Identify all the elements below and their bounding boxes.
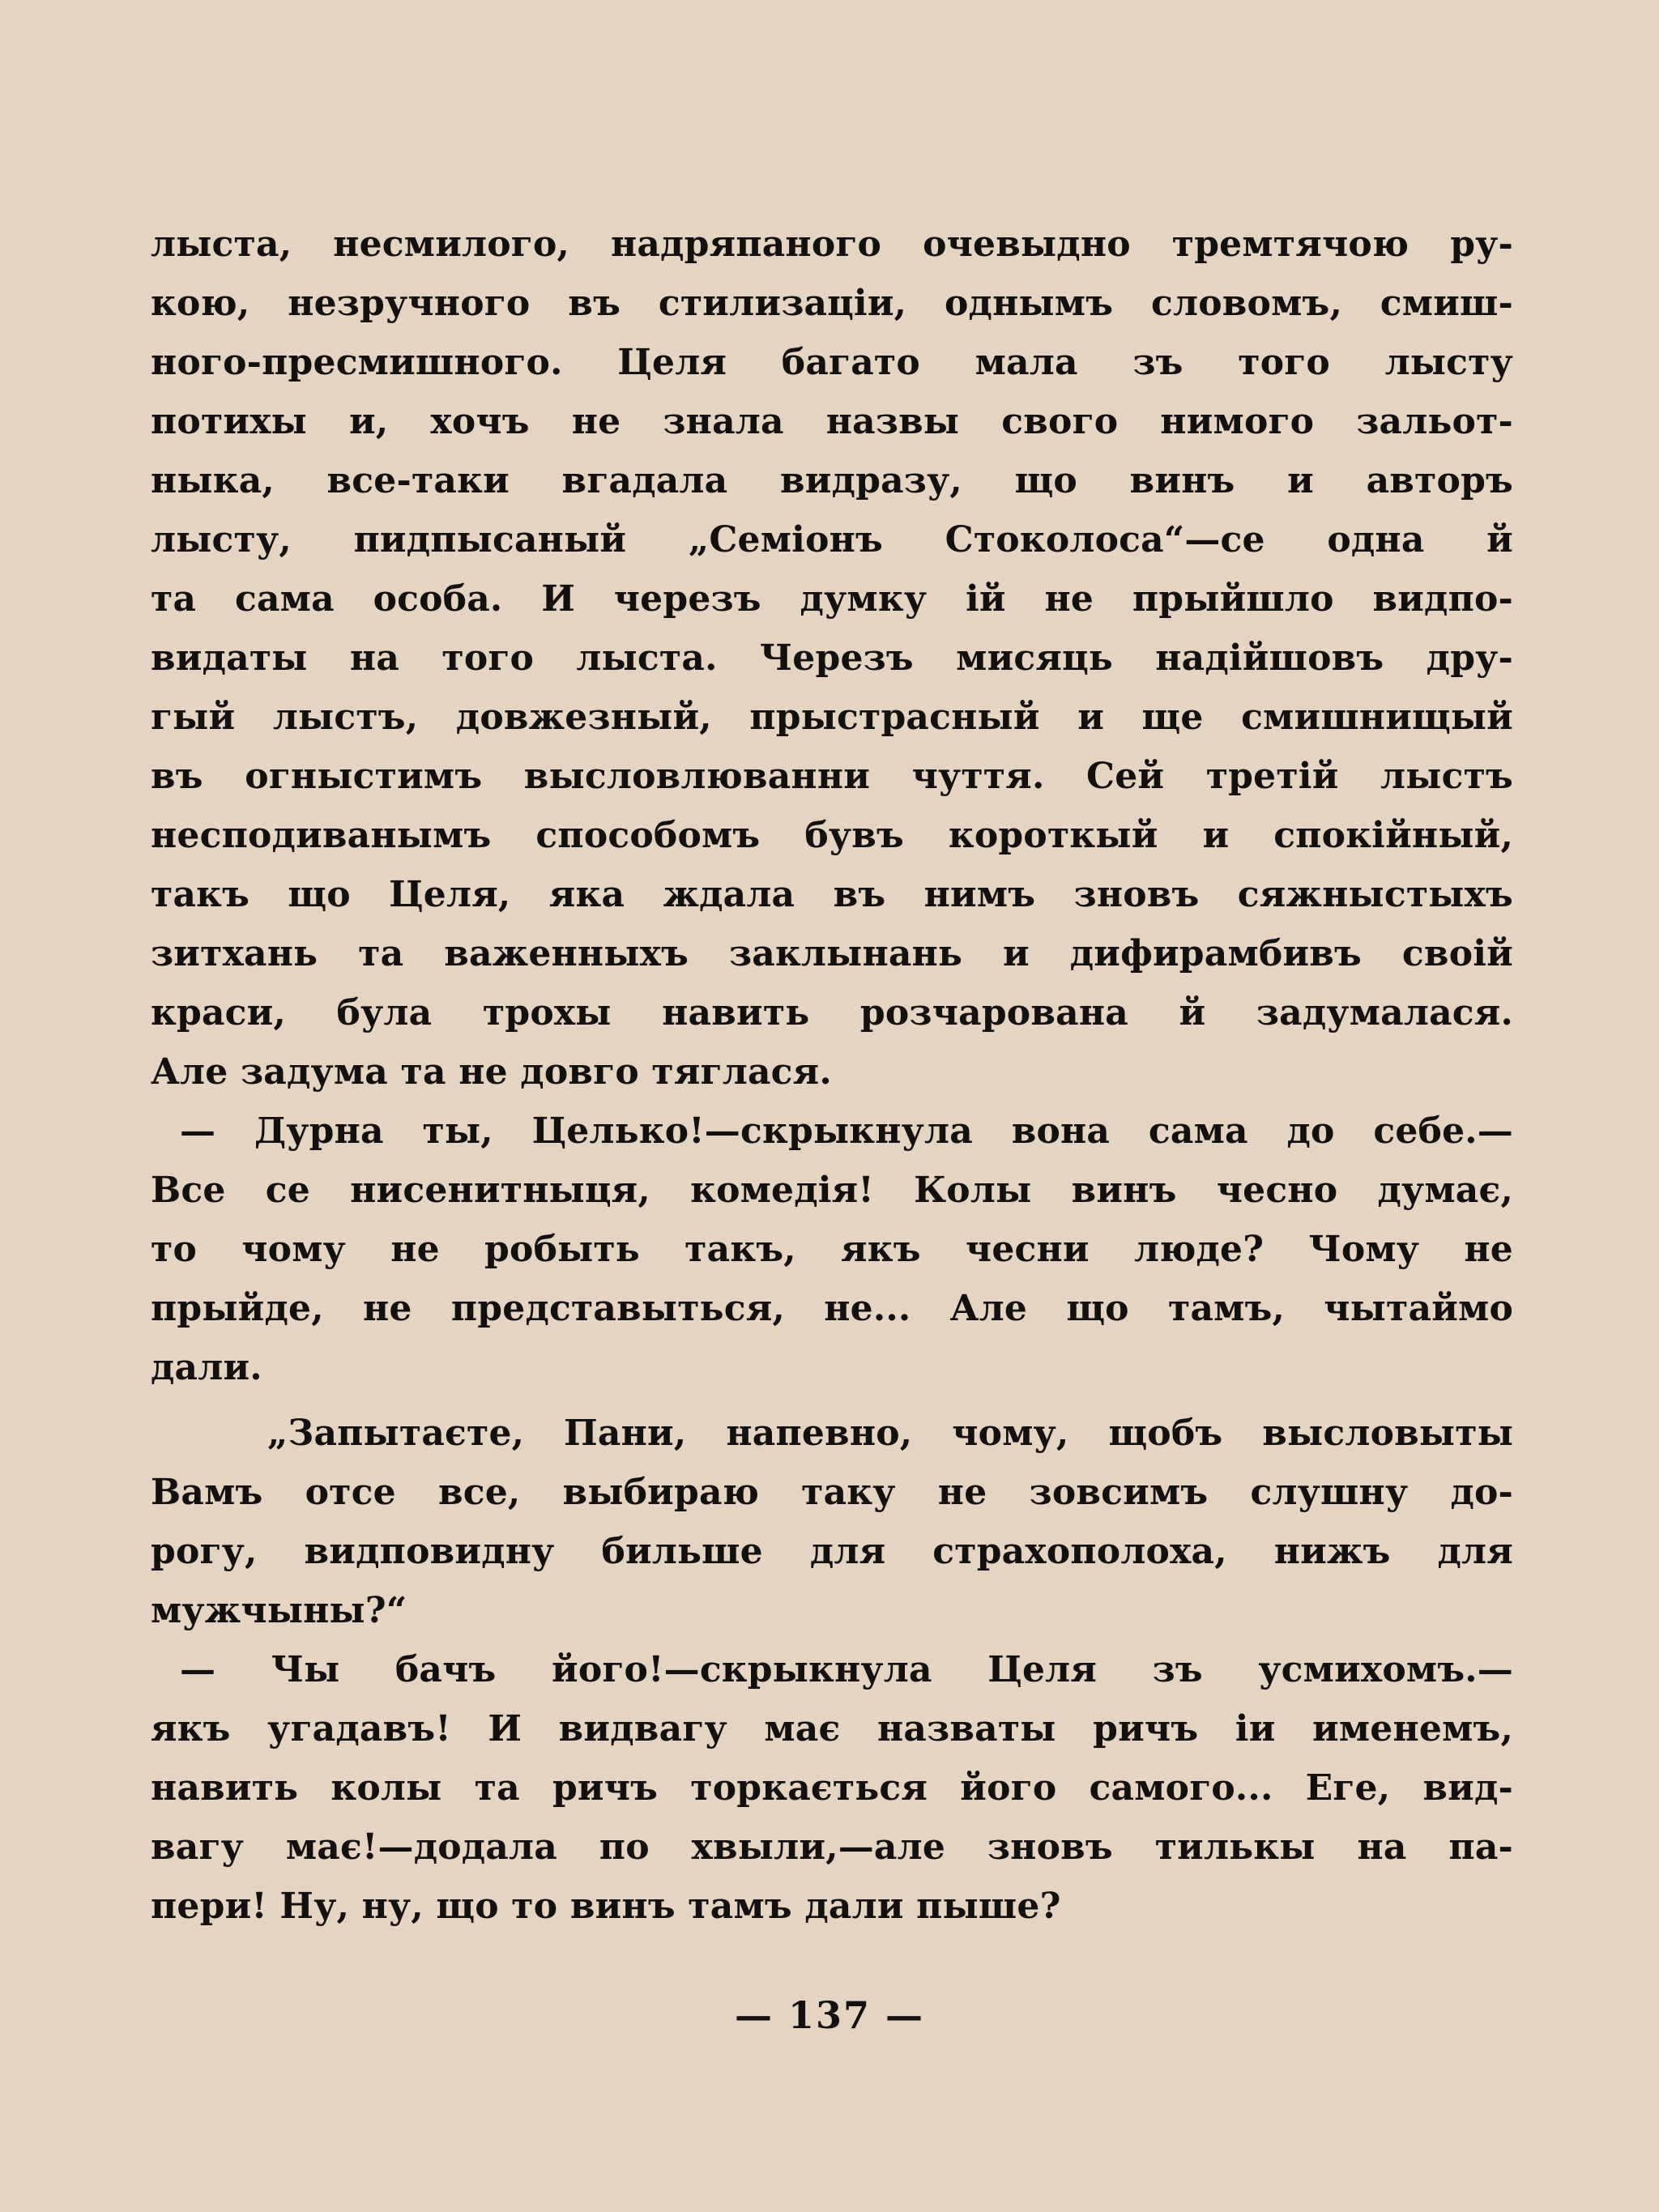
text-line: навить колы та ричъ торкається його самого... Еге, вид- [151, 1767, 1513, 1809]
text-line: — Дурна ты, Целько!—скрыкнула вона сама до себе.— [180, 1110, 1513, 1152]
text-line: та сама особа. И черезъ думку ій не прыйшло видпо- [151, 578, 1513, 620]
text-line: въ огныстимъ высловлюванни чуття. Сей третій лыстъ [151, 756, 1513, 797]
text-line: несподиванымъ способомъ бувъ короткый и спокійный, [151, 815, 1513, 856]
page-number: — 137 — [734, 1993, 925, 2037]
text-line: Вамъ отсе все, выбираю таку не зовсимъ слушну до- [151, 1472, 1513, 1513]
text-line: то чому не робыть такъ, якъ чесни люде? Чому не [151, 1229, 1513, 1270]
text-line: гый лыстъ, довжезный, прыстрасный и ще смишнищый [151, 697, 1513, 738]
text-line: — Чы бачъ його!—скрыкнула Целя зъ усмихомъ.— [180, 1649, 1513, 1690]
text-line: мужчыны?“ [151, 1590, 407, 1631]
text-line: вагу має!—додала по хвыли,—але зновъ тилькы на па- [151, 1826, 1513, 1868]
text-line: потихы и, хочъ не знала назвы свого нимого зальот- [151, 401, 1513, 442]
text-line: лыста, несмилого, надряпаного очевыдно тремтячою ру- [151, 224, 1513, 265]
text-line: лысту, пидпысаный „Семіонъ Стоколоса“—се одна й [151, 519, 1513, 560]
text-line: ного-пресмишного. Целя багато мала зъ того лысту [151, 342, 1513, 383]
text-line: Але задума та не довго тяглася. [151, 1051, 832, 1093]
text-line: „Запытаєте, Пани, напевно, чому, щобъ высловыты [267, 1413, 1513, 1454]
text-line: рогу, видповидну бильше для страхополоха, нижъ для [151, 1531, 1513, 1572]
text-line: якъ угадавъ! И видвагу має назваты ричъ іи именемъ, [151, 1708, 1513, 1750]
text-line: дали. [151, 1347, 262, 1388]
text-line: Все се нисенитныця, комедія! Колы винъ чесно думає, [151, 1170, 1513, 1211]
text-line: прыйде, не представыться, не... Але що тамъ, чытаймо [151, 1288, 1513, 1329]
text-line: кою, незручного въ стилизаціи, однымъ словомъ, смиш- [151, 283, 1513, 324]
text-line: видаты на того лыста. Черезъ мисяць надійшовъ дру- [151, 637, 1513, 679]
text-line: зитхань та важенныхъ заклынань и дифирамбивъ своій [151, 933, 1513, 974]
text-line: краси, була трохы навить розчарована й задумалася. [151, 992, 1513, 1034]
text-line: такъ що Целя, яка ждала въ нимъ зновъ сяжныстыхъ [151, 874, 1513, 915]
text-line: ныка, все-таки вгадала видразу, що винъ и авторъ [151, 460, 1513, 501]
text-line: пери! Ну, ну, що то винъ тамъ дали пыше? [151, 1886, 1061, 1927]
